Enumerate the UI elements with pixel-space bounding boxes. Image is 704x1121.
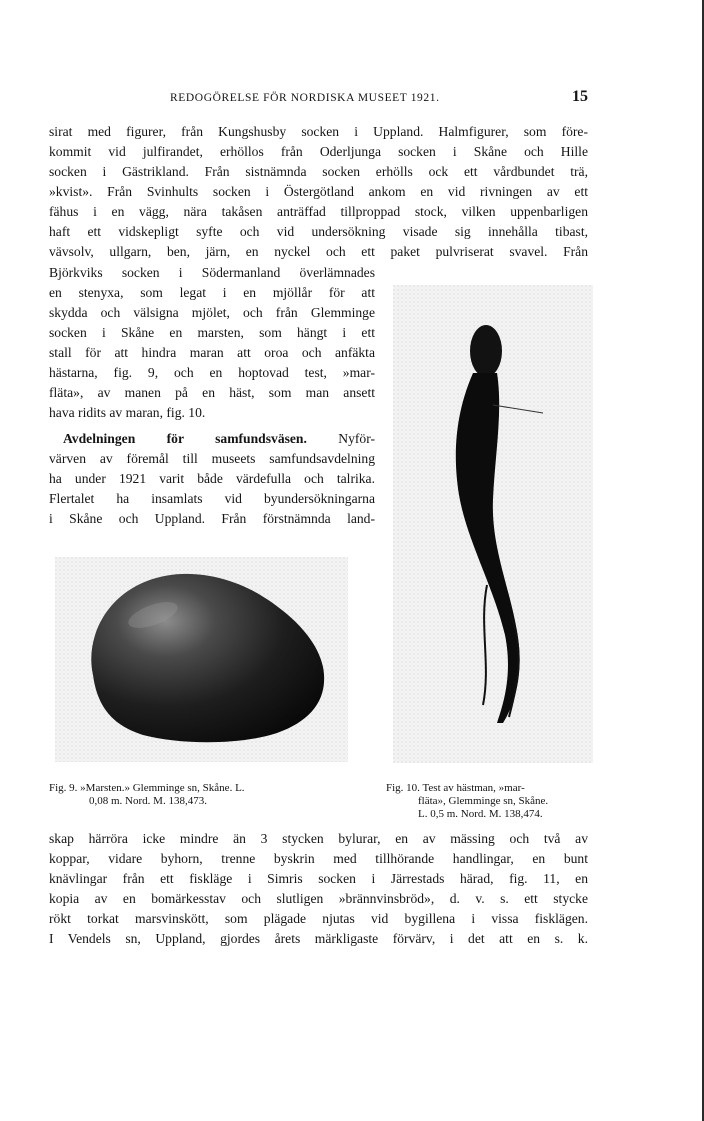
text-line: skydda och välsigna mjölet, och från Glemminge — [49, 305, 375, 320]
text-line: »kvist». Från Svinhults socken i Östergötland ankom en vid rivningen av ett — [49, 184, 588, 199]
text-line: socken i Gästrikland. Från sistnämnda socken erhölls ock ett vårdbundet trä, — [49, 164, 588, 179]
caption-line: 0,08 m. Nord. M. 138,473. — [89, 795, 207, 807]
text-line: hava ridits av maran, fig. 10. — [49, 405, 206, 420]
text-line: rökt torkat marsvinskött, som plägade njutas vid bygillena i vissa fisklägen. — [49, 911, 588, 926]
page-number: 15 — [572, 88, 588, 105]
running-title: REDOGÖRELSE FÖR NORDISKA MUSEET 1921. — [170, 92, 440, 104]
text-line: sirat med figurer, från Kungshusby socken i Uppland. Halmfigurer, som före- — [49, 124, 588, 139]
fig9-marsten-photo — [55, 557, 348, 762]
text-line: kopia av en bomärkesstav och slutligen »brännvinsbröd», d. v. s. ett stycke — [49, 891, 588, 906]
tail-knot — [470, 325, 502, 377]
text-line: koppar, vidare byhorn, trenne byskrin med tillhörande handlingar, en bunt — [49, 851, 588, 866]
text-line: fläta», av manen på en häst, som man ansett — [49, 385, 375, 400]
caption-line: fläta», Glemminge sn, Skåne. — [418, 795, 549, 807]
text-line: hästarna, fig. 9, och en hoptovad test, »mar- — [49, 365, 375, 380]
text-line: ha under 1921 varit både värdefulla och talrika. — [49, 471, 375, 486]
text-line: vävsolv, ullgarn, ben, järn, en nyckel och ett paket pulvriserat svavel. Från — [49, 244, 588, 259]
text-line: Björkviks socken i Södermanland överlämnades — [49, 265, 375, 280]
text-line: kommit vid julfirandet, erhöllos från Oderljunga socken i Skåne och Hille — [49, 144, 588, 159]
text-line: socken i Skåne en marsten, som hängt i ett — [49, 325, 375, 340]
section-heading: Avdelningen för samfundsväsen. — [63, 431, 307, 446]
text-line: I Vendels sn, Uppland, gjordes årets märkligaste förvärv, i det att en s. k. — [49, 931, 588, 946]
text-line: Flertalet ha insamlats vid byundersökningarna — [49, 491, 375, 506]
text-line: skap härröra icke mindre än 3 stycken bylurar, en av mässing och två av — [49, 831, 588, 846]
caption-line: L. 0,5 m. Nord. M. 138,474. — [418, 808, 543, 820]
text-line: en stenyxa, som legat i en mjöllår för att — [49, 285, 375, 300]
fig10-marflata-photo — [393, 285, 593, 763]
text-line: knävlingar från ett fiskläge i Simris socken i Järrestads härad, fig. 11, en — [49, 871, 588, 886]
section-first-line-rest: Nyför- — [306, 431, 375, 446]
caption-line: Fig. 9. »Marsten.» Glemminge sn, Skåne. L. — [49, 782, 245, 794]
caption-line: Fig. 10. Test av hästman, »mar- — [386, 782, 525, 794]
text-line: haft ett vidskepligt syfte och vid undersökning visade sig innehålla tibast, — [49, 224, 588, 239]
text-line: värven av föremål till museets samfundsavdelning — [49, 451, 375, 466]
text-line: i Skåne och Uppland. Från förstnämnda land- — [49, 511, 375, 526]
section-first-line — [49, 429, 375, 449]
page-header — [0, 88, 704, 108]
text-line: stall för att hindra maran att oroa och anfäkta — [49, 345, 375, 360]
text-line: fähus i en vägg, nära takåsen anträffad tillproppad stock, vilken uppenbarligen — [49, 204, 588, 219]
